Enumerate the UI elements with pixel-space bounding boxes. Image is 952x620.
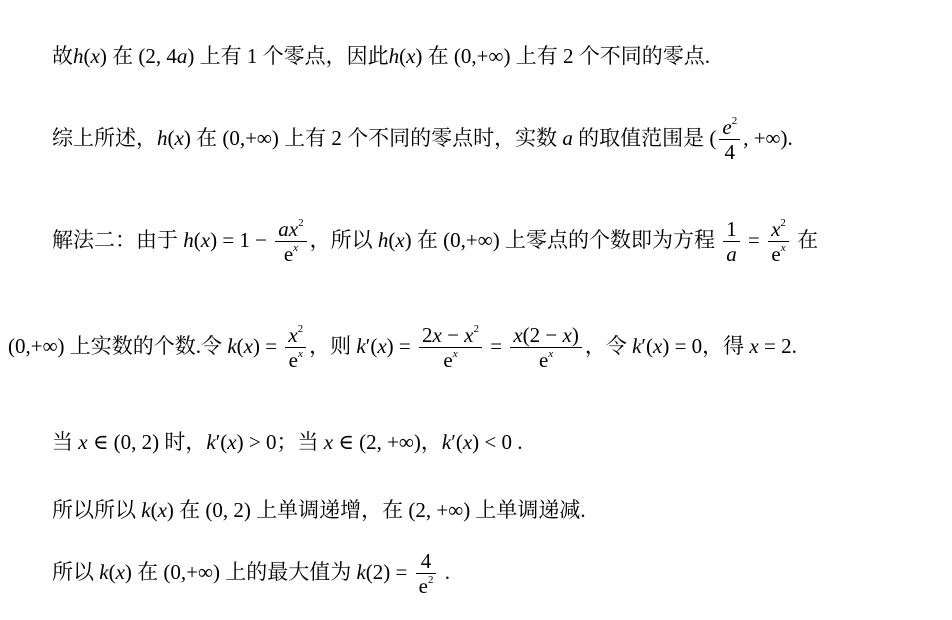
math-var: k bbox=[99, 559, 109, 584]
text-line-6 bbox=[52, 494, 586, 524]
text: (2 − bbox=[522, 323, 563, 347]
text: ∈ (0, 2) 时， bbox=[87, 430, 207, 454]
fraction-numerator bbox=[419, 324, 482, 348]
text: 解法二：由于 bbox=[52, 227, 184, 252]
text: 在 (2, 4 bbox=[106, 44, 177, 68]
fraction bbox=[723, 218, 740, 266]
exponent: 2 bbox=[473, 323, 479, 335]
exponent: 2 bbox=[298, 217, 304, 229]
fraction-numerator bbox=[285, 324, 306, 348]
math-var: x bbox=[200, 227, 211, 252]
text: ′( bbox=[215, 430, 228, 454]
math-var: k bbox=[206, 430, 216, 454]
math-var: x bbox=[174, 125, 184, 150]
math-var: h bbox=[388, 44, 400, 68]
text: 当 bbox=[52, 430, 79, 454]
math-var: k bbox=[441, 430, 452, 454]
fraction-numerator: 1 bbox=[723, 218, 740, 242]
math-var: h bbox=[73, 44, 84, 68]
math-var: k bbox=[632, 333, 642, 358]
exponent: 2 bbox=[297, 323, 304, 335]
text: ，令 bbox=[584, 333, 633, 358]
exponent: x bbox=[548, 348, 554, 361]
fraction-denominator bbox=[275, 242, 306, 266]
exponent: 2 bbox=[427, 574, 434, 587]
text: 综上所述， bbox=[52, 125, 157, 150]
fraction-numerator bbox=[275, 218, 306, 242]
text: e bbox=[443, 348, 453, 373]
exponent: 2 bbox=[731, 115, 738, 127]
math-var: h bbox=[377, 227, 389, 252]
fraction bbox=[719, 116, 740, 164]
math-var: x bbox=[464, 323, 474, 347]
fraction bbox=[768, 218, 789, 266]
math-var: x bbox=[395, 227, 405, 252]
text: ( bbox=[388, 227, 396, 252]
text: ) 在 (0, 2) 上单调递增，在 (2, +∞) 上单调递减. bbox=[166, 498, 586, 522]
text: , +∞). bbox=[743, 125, 793, 150]
text: ( bbox=[108, 559, 116, 584]
math-var: k bbox=[356, 559, 366, 584]
text: 在 bbox=[791, 227, 819, 252]
fraction bbox=[285, 324, 306, 372]
fraction bbox=[419, 324, 482, 372]
text: ′( bbox=[451, 430, 463, 454]
text: e bbox=[771, 242, 781, 267]
math-var: k bbox=[227, 333, 237, 358]
fraction-denominator: a bbox=[726, 242, 737, 267]
math-var: x bbox=[513, 323, 523, 347]
math-var: x bbox=[406, 44, 416, 68]
text: e bbox=[538, 348, 549, 373]
math-var: a bbox=[562, 125, 573, 150]
text: ∈ (2, +∞)， bbox=[333, 430, 442, 454]
math-var: x bbox=[432, 323, 442, 347]
text-line-2 bbox=[52, 116, 793, 164]
math-var: a bbox=[176, 44, 188, 68]
math-var: e bbox=[722, 115, 732, 139]
math-var: x bbox=[78, 430, 88, 454]
text: ′( bbox=[365, 333, 378, 358]
text: = bbox=[742, 227, 766, 252]
text: ) = bbox=[252, 333, 283, 358]
math-var: h bbox=[157, 125, 168, 150]
text: (2) = bbox=[365, 559, 413, 584]
text: ) > 0；当 bbox=[236, 430, 324, 454]
text: ) = 1 − bbox=[210, 227, 273, 252]
text: ( bbox=[167, 125, 175, 150]
text: e bbox=[288, 348, 298, 373]
text: 所以 bbox=[52, 559, 100, 584]
math-var: x bbox=[90, 44, 100, 68]
fraction-denominator bbox=[416, 574, 437, 598]
exponent: x bbox=[452, 348, 458, 361]
text: ) = bbox=[386, 333, 416, 358]
text: ( bbox=[193, 227, 201, 252]
text: 故 bbox=[52, 44, 73, 68]
text: 所以所以 bbox=[52, 498, 142, 522]
text: . bbox=[439, 559, 450, 584]
math-var: x bbox=[288, 323, 298, 347]
text: ) = 0，得 bbox=[662, 333, 750, 358]
fraction bbox=[275, 218, 306, 266]
text: ( bbox=[150, 498, 158, 522]
text-line-4 bbox=[8, 324, 797, 372]
math-var: ax bbox=[278, 217, 299, 241]
fraction-denominator bbox=[510, 348, 582, 372]
fraction-denominator bbox=[285, 348, 306, 372]
text: ，则 bbox=[309, 333, 357, 358]
exponent: x bbox=[780, 242, 786, 255]
text: 的取值范围是 ( bbox=[572, 125, 717, 150]
text: ，所以 bbox=[309, 227, 378, 252]
math-var: x bbox=[115, 559, 125, 584]
fraction-denominator bbox=[419, 348, 482, 372]
text: ) bbox=[99, 44, 107, 68]
exponent: x bbox=[297, 348, 303, 361]
text: ) 在 (0,+∞) 上有 2 个不同的零点时，实数 bbox=[183, 125, 563, 150]
fraction-denominator: 4 bbox=[724, 140, 736, 165]
text-line-5 bbox=[52, 426, 522, 456]
text: 在 (0,+∞) 上有 2 个不同的零点. bbox=[422, 44, 710, 68]
text: ) bbox=[571, 323, 579, 347]
math-var: x bbox=[653, 333, 663, 358]
fraction-numerator bbox=[510, 324, 582, 348]
text-line-1 bbox=[52, 40, 710, 70]
exponent: 2 bbox=[780, 217, 786, 229]
text: (0,+∞) 上实数的个数.令 bbox=[8, 333, 228, 358]
text: ) 在 (0,+∞) 上的最大值为 bbox=[124, 559, 357, 584]
text: e bbox=[283, 242, 294, 267]
text: ) < 0 . bbox=[472, 430, 523, 454]
text: ) 上有 1 个零点，因此 bbox=[187, 44, 389, 68]
math-var: x bbox=[323, 430, 334, 454]
exponent: x bbox=[293, 242, 299, 255]
math-var: x bbox=[157, 498, 167, 522]
fraction bbox=[416, 550, 437, 598]
text: e bbox=[418, 574, 428, 599]
math-var: h bbox=[183, 227, 194, 252]
math-var: x bbox=[562, 323, 572, 347]
math-var: x bbox=[227, 430, 237, 454]
fraction-numerator bbox=[768, 218, 789, 242]
fraction-numerator: 4 bbox=[416, 550, 437, 574]
text: ( bbox=[399, 44, 407, 68]
math-var: x bbox=[462, 430, 473, 454]
text: ) bbox=[415, 44, 423, 68]
math-var: k bbox=[356, 333, 366, 358]
text-line-3 bbox=[52, 218, 818, 266]
math-var: x bbox=[243, 333, 253, 358]
fraction-denominator bbox=[768, 242, 789, 266]
text: ′( bbox=[641, 333, 653, 358]
text: = bbox=[484, 333, 508, 358]
text: = 2. bbox=[758, 333, 797, 358]
text-line-7 bbox=[52, 550, 450, 598]
fraction-numerator bbox=[719, 116, 740, 140]
math-var: x bbox=[377, 333, 387, 358]
text: ( bbox=[83, 44, 91, 68]
text: ( bbox=[236, 333, 244, 358]
text: − bbox=[441, 323, 465, 347]
fraction bbox=[510, 324, 582, 372]
math-var: x bbox=[749, 333, 759, 358]
math-var: k bbox=[141, 498, 151, 522]
math-var: x bbox=[771, 217, 781, 241]
text: 2 bbox=[421, 323, 433, 347]
text: ) 在 (0,+∞) 上零点的个数即为方程 bbox=[404, 227, 721, 252]
